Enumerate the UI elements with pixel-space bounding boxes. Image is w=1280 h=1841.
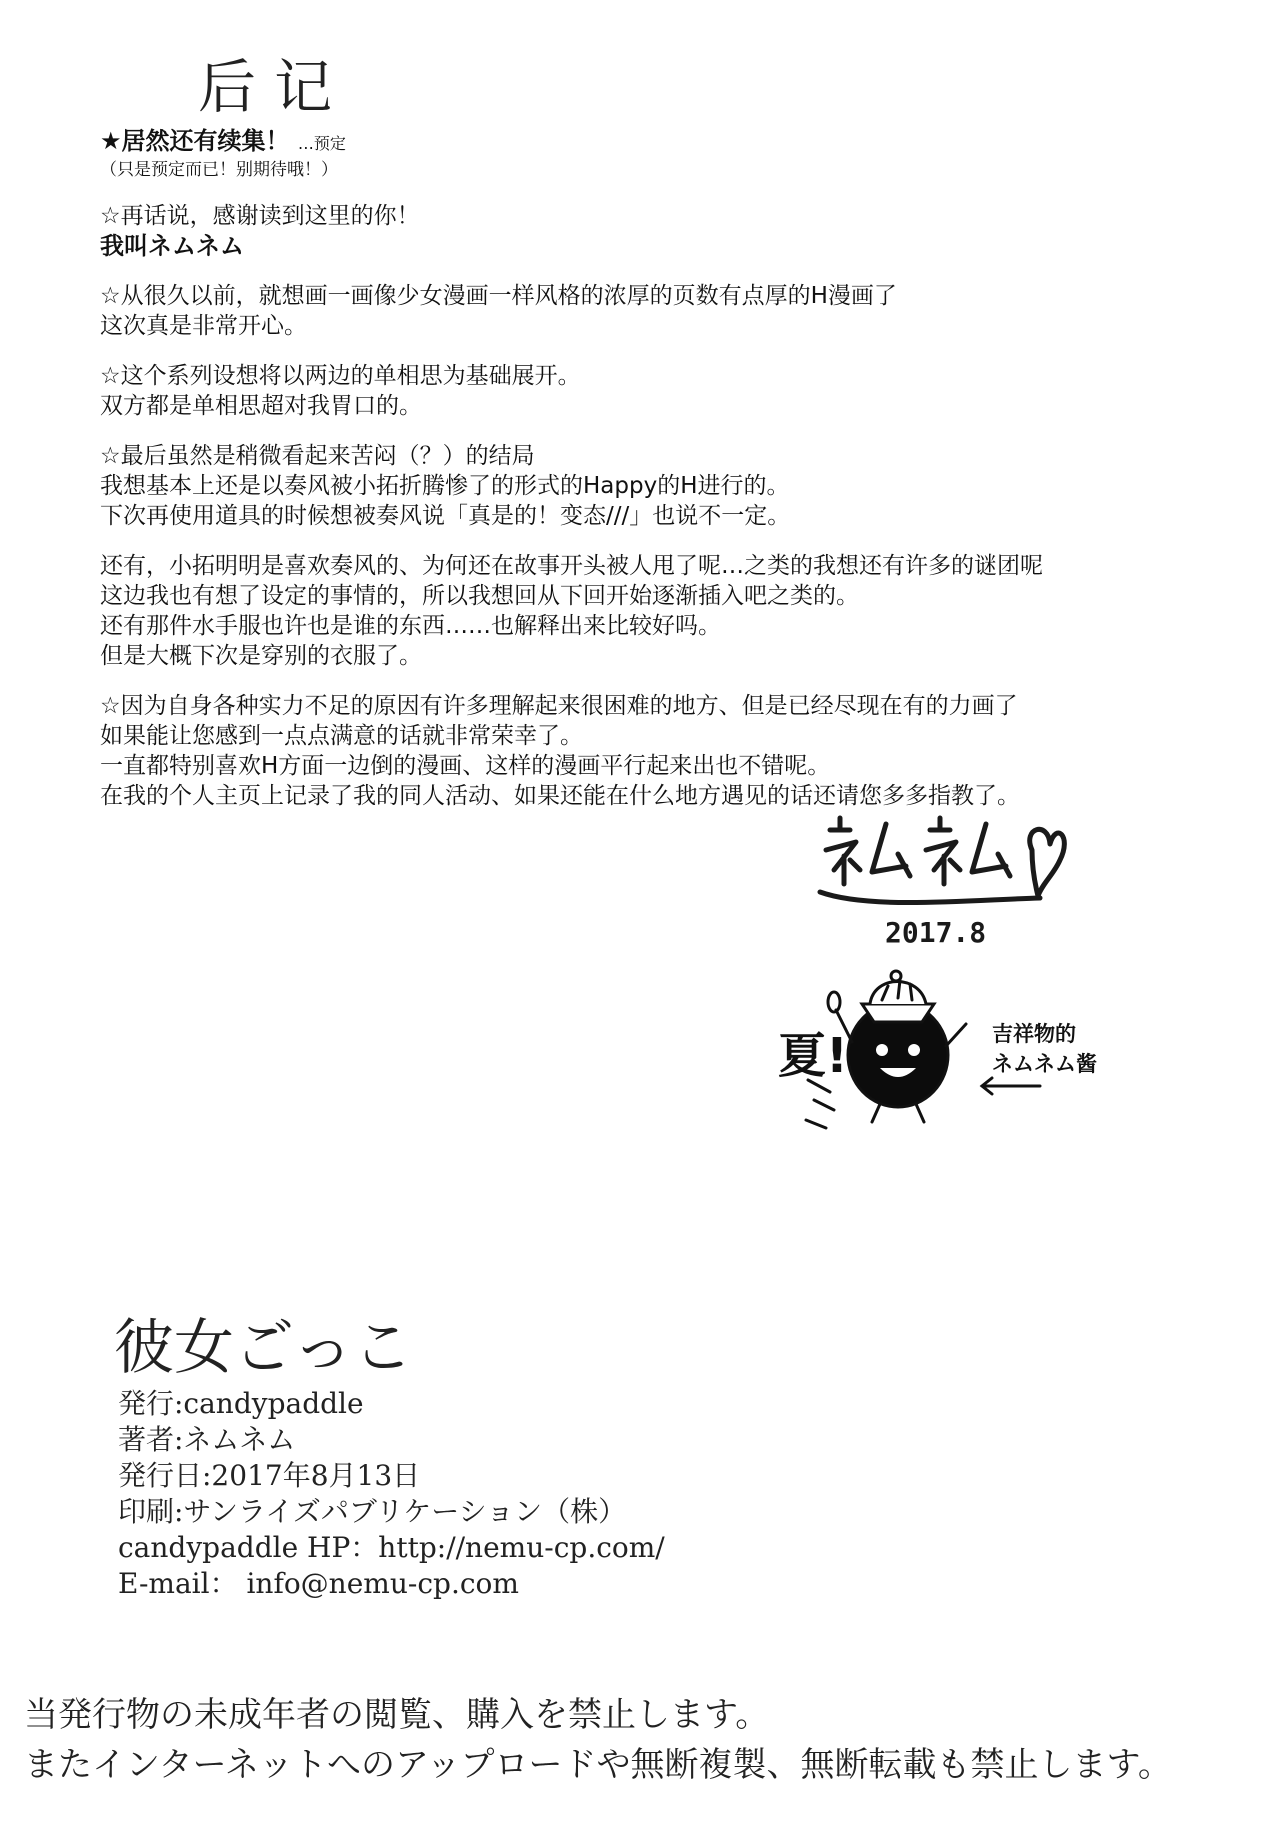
legal-warning bbox=[24, 1690, 1172, 1790]
colophon bbox=[118, 1386, 665, 1602]
note-paragraph-7 bbox=[100, 691, 1140, 811]
note-line: 我想基本上还是以奏风被小拓折腾惨了的形式的Happy的H进行的。 bbox=[100, 473, 790, 499]
note-line: 如果能让您感到一点点满意的话就非常荣幸了。 bbox=[100, 723, 583, 749]
note-line: ☆最后虽然是稍微看起来苦闷（？）的结局 bbox=[100, 443, 535, 469]
note-line: 但是大概下次是穿别的衣服了。 bbox=[100, 643, 422, 669]
colophon-author: 著者:ネムネム bbox=[118, 1423, 296, 1456]
mascot-label-line1: 吉祥物的 bbox=[992, 1022, 1076, 1046]
note-suffix: …预定 bbox=[297, 134, 346, 153]
note-line: 一直都特别喜欢H方面一边倒的漫画、这样的漫画平行起来出也不错呢。 bbox=[100, 753, 831, 779]
afterword-notes bbox=[100, 126, 1140, 831]
colophon-publisher: 発行:candypaddle bbox=[118, 1387, 364, 1420]
note-line: ☆再话说，感谢读到这里的你！ bbox=[100, 203, 420, 229]
note-line: ☆从很久以前，就想画一画像少女漫画一样风格的浓厚的页数有点厚的H漫画了 bbox=[100, 283, 897, 309]
note-line: ☆这个系列设想将以两边的单相思为基础展开。 bbox=[100, 363, 581, 389]
note-line: 这边我也有想了设定的事情的，所以我想回从下回开始逐渐插入吧之类的。 bbox=[100, 583, 859, 609]
note-line: 在我的个人主页上记录了我的同人活动、如果还能在什么地方遇见的话还请您多多指教了。 bbox=[100, 783, 1020, 809]
note-paragraph-5 bbox=[100, 441, 1140, 531]
mascot-label-line2: ネムネム酱 bbox=[992, 1052, 1097, 1076]
note-paragraph-2 bbox=[100, 201, 1140, 261]
note-line: ☆因为自身各种实力不足的原因有许多理解起来很困难的地方、但是已经尽现在有的力画了 bbox=[100, 693, 1018, 719]
note-line: 下次再使用道具的时候想被奏风说「真是的！变态///」也说不一定。 bbox=[100, 503, 791, 529]
note-paragraph-3 bbox=[100, 281, 1140, 341]
mascot-shout: 夏! bbox=[778, 1028, 848, 1084]
note-line: 这次真是非常开心。 bbox=[100, 313, 307, 339]
colophon-date: 発行日:2017年8月13日 bbox=[118, 1459, 421, 1492]
note-line: 双方都是单相思超对我胃口的。 bbox=[100, 393, 422, 419]
page-heading: 后记 bbox=[198, 53, 351, 121]
mascot-illustration bbox=[770, 950, 1130, 1130]
signature-date: 2017.8 bbox=[885, 916, 987, 949]
book-title: 彼女ごっこ bbox=[114, 1313, 413, 1383]
note-line: 还有，小拓明明是喜欢奏风的、为何还在故事开头被人甩了呢…之类的我想还有许多的谜团呢 bbox=[100, 553, 1043, 579]
warning-line-1: 当発行物の未成年者の閲覧、購入を禁止します。 bbox=[24, 1695, 770, 1735]
colophon-printer: 印刷:サンライズパブリケーション（株） bbox=[118, 1495, 627, 1528]
note-line: 还有那件水手服也许也是谁的东西……也解释出来比较好吗。 bbox=[100, 613, 721, 639]
note-aside: （只是预定而已！别期待哦！） bbox=[100, 160, 338, 180]
warning-line-2: またインターネットへのアップロードや無断複製、無断転載も禁止します。 bbox=[24, 1745, 1172, 1785]
colophon-email: E-mail： info@nemu-cp.com bbox=[118, 1567, 519, 1600]
note-paragraph-4 bbox=[100, 361, 1140, 421]
colophon-homepage: candypaddle HP：http://nemu-cp.com/ bbox=[118, 1531, 665, 1564]
note-text: ★居然还有续集！ bbox=[100, 127, 290, 155]
note-line bbox=[100, 126, 1140, 159]
note-paragraph-1 bbox=[100, 126, 1140, 181]
note-line: 我叫ネムネム bbox=[100, 232, 244, 260]
note-paragraph-6 bbox=[100, 551, 1140, 671]
